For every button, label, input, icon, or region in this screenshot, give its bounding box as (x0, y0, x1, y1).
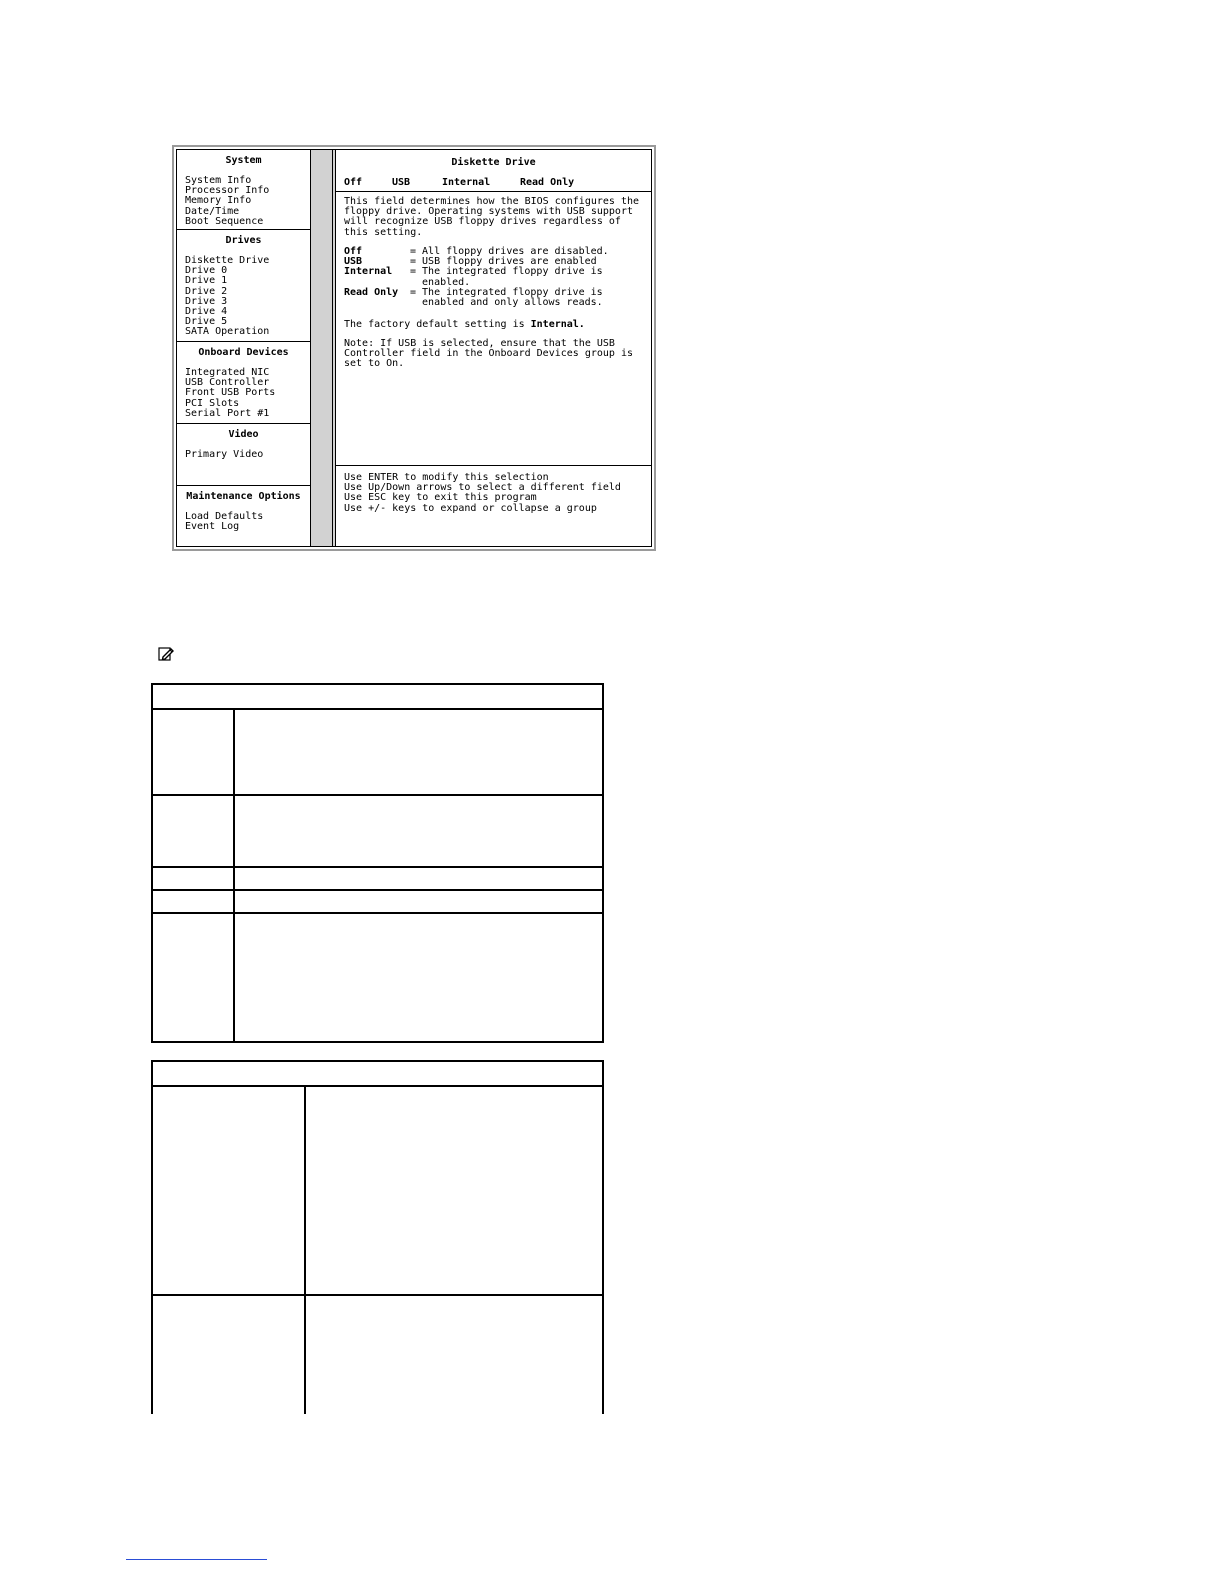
definition-key: Internal (344, 266, 393, 278)
menu-item-drive-2[interactable]: Drive 2 (185, 285, 228, 297)
menu-item-event-log[interactable]: Event Log (185, 521, 240, 533)
table-row (153, 914, 602, 1041)
table-row (153, 710, 602, 796)
table-header-row (153, 685, 602, 710)
description-line: floppy drive. Operating systems with USB support (344, 206, 633, 218)
divider (336, 465, 651, 466)
scroll-column[interactable] (310, 150, 336, 546)
option-read-only[interactable]: Read Only (520, 177, 575, 188)
definition-text: enabled. (410, 276, 471, 288)
definition-text: = All floppy drives are disabled. (410, 246, 609, 257)
bios-frame (176, 149, 652, 547)
menu-item-sata-operation[interactable]: SATA Operation (185, 326, 270, 338)
group-video (177, 424, 310, 486)
menu-item-usb-controller[interactable]: USB Controller (185, 377, 270, 389)
menu-item-integrated-nic[interactable]: Integrated NIC (185, 367, 270, 378)
definition-key: Off (344, 246, 363, 257)
menu-item-diskette-drive[interactable]: Diskette Drive (185, 255, 270, 266)
menu-item-drive-0[interactable]: Drive 0 (185, 265, 228, 277)
help-line: Use ESC key to exit this program (344, 492, 537, 504)
definition-text: enabled and only allows reads. (410, 296, 603, 308)
definition-text: = The integrated floppy drive is (410, 266, 603, 278)
table-row (153, 1087, 602, 1296)
menu-item-pci-slots[interactable]: PCI Slots (185, 397, 240, 409)
note-line: Controller field in the Onboard Devices group is (344, 348, 633, 360)
description-line: This field determines how the BIOS configures the (344, 196, 640, 207)
field-note (344, 339, 633, 370)
settings-table-1 (151, 683, 604, 1043)
menu-item-serial-port-1[interactable]: Serial Port #1 (185, 407, 270, 419)
group-maintenance-options (177, 486, 310, 550)
table-header-row (153, 1062, 602, 1087)
field-detail-pane (336, 150, 651, 546)
description-line: this setting. (344, 226, 423, 238)
option-usb[interactable]: USB (392, 177, 411, 188)
column-divider (233, 710, 235, 1041)
menu-item-primary-video[interactable]: Primary Video (185, 449, 264, 460)
group-drives (177, 230, 310, 342)
scroll-rail (332, 150, 333, 546)
table-row (153, 1296, 602, 1414)
menu-item-system-info[interactable]: System Info (185, 175, 252, 186)
note-line: Note: If USB is selected, ensure that the USB (344, 338, 615, 349)
group-title: Onboard Devices (198, 347, 289, 358)
menu-item-drive-3[interactable]: Drive 3 (185, 295, 228, 307)
table-row (153, 891, 602, 914)
definition-text: = The integrated floppy drive is (410, 286, 603, 298)
menu-item-drive-1[interactable]: Drive 1 (185, 275, 228, 287)
note-line: set to On. (344, 358, 405, 370)
definition-key: USB (344, 256, 363, 268)
group-title: Maintenance Options (186, 491, 301, 502)
footer-link-underline[interactable] (126, 1559, 267, 1560)
field-title: Diskette Drive (451, 157, 536, 168)
bios-setup-screenshot (172, 145, 656, 551)
group-system (177, 150, 310, 230)
group-title: System (225, 155, 262, 166)
menu-item-date-time[interactable]: Date/Time (185, 205, 240, 217)
menu-item-memory-info[interactable]: Memory Info (185, 195, 252, 207)
factory-default-label: The factory default setting is (344, 319, 531, 330)
help-line: Use +/- keys to expand or collapse a group (344, 502, 597, 514)
group-title: Drives (225, 235, 262, 246)
option-internal[interactable]: Internal (442, 177, 491, 188)
divider (336, 191, 651, 192)
definition-text: = USB floppy drives are enabled (410, 256, 597, 268)
definition-key: Read Only (344, 286, 399, 298)
table-row (153, 868, 602, 891)
description-line: will recognize USB floppy drives regardless of (344, 216, 621, 228)
factory-default-value: Internal. (530, 319, 585, 330)
group-onboard-devices (177, 342, 310, 424)
menu-item-processor-info[interactable]: Processor Info (185, 185, 270, 197)
menu-item-load-defaults[interactable]: Load Defaults (185, 511, 264, 522)
group-title: Video (228, 429, 259, 440)
help-line: Use ENTER to modify this selection (344, 472, 549, 483)
table-row (153, 796, 602, 868)
factory-default (344, 319, 585, 330)
menu-item-front-usb-ports[interactable]: Front USB Ports (185, 387, 276, 399)
key-help (344, 473, 621, 514)
bios-group-list (177, 150, 310, 546)
settings-table-2 (151, 1060, 604, 1414)
pencil-note-icon (158, 646, 174, 662)
help-line: Use Up/Down arrows to select a different field (344, 482, 621, 494)
menu-item-boot-sequence[interactable]: Boot Sequence (185, 215, 264, 227)
field-description (344, 197, 644, 238)
column-divider (304, 1087, 306, 1414)
menu-item-drive-5[interactable]: Drive 5 (185, 316, 228, 328)
menu-item-drive-4[interactable]: Drive 4 (185, 306, 228, 318)
option-off[interactable]: Off (344, 177, 363, 188)
